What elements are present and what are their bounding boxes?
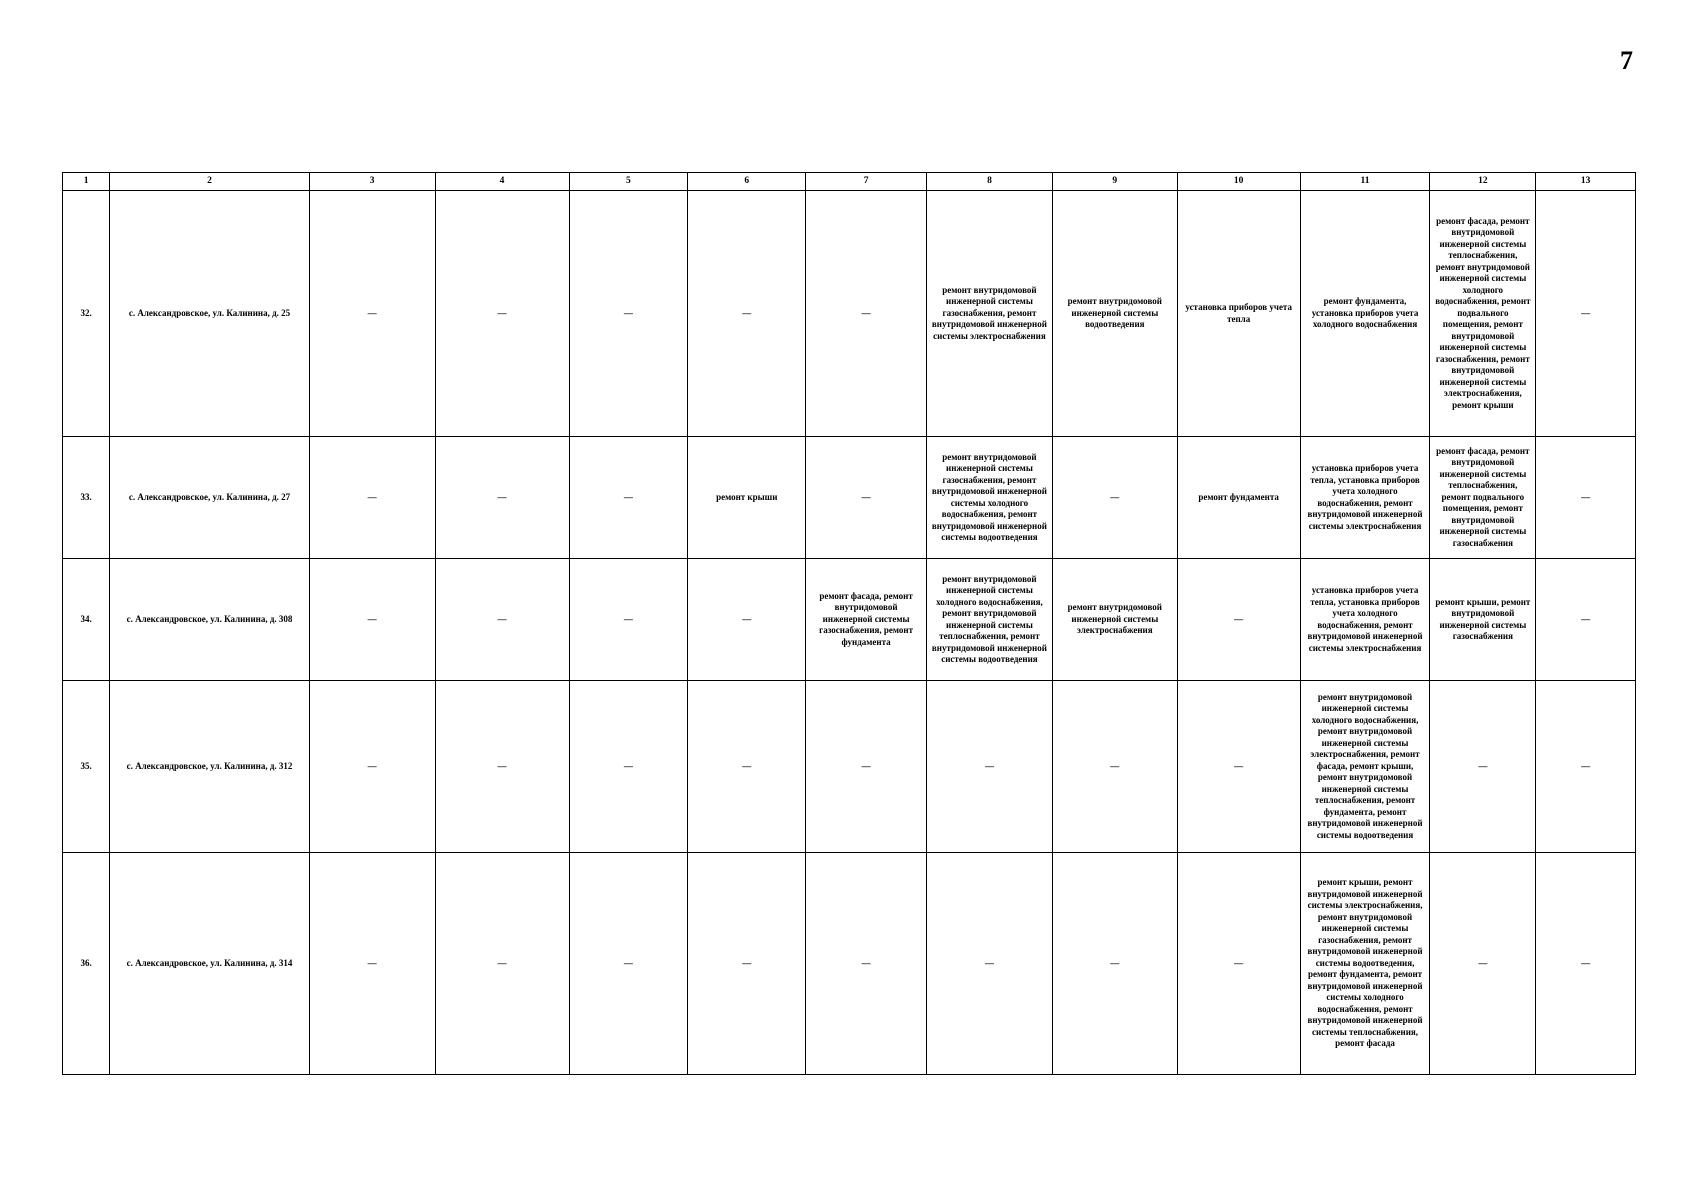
table-row xyxy=(63,191,1636,437)
address-cell: с. Александровское, ул. Калинина, д. 308 xyxy=(110,559,309,681)
table-row xyxy=(63,437,1636,559)
empty-dash-cell: — xyxy=(569,559,688,681)
empty-dash-cell: — xyxy=(1536,559,1636,681)
empty-dash-cell: — xyxy=(1536,437,1636,559)
empty-dash-cell: — xyxy=(806,853,927,1075)
empty-dash-cell: — xyxy=(1536,681,1636,853)
work-cell: ремонт крыши xyxy=(688,437,806,559)
work-cell: ремонт внутридомовой инженерной системы электроснабжения xyxy=(1052,559,1177,681)
work-cell: ремонт фундамента xyxy=(1177,437,1300,559)
column-header-8: 8 xyxy=(927,173,1053,191)
column-header-10: 10 xyxy=(1177,173,1300,191)
table-row xyxy=(63,559,1636,681)
empty-dash-cell: — xyxy=(1430,853,1536,1075)
work-cell: ремонт фасада, ремонт внутридомовой инженерной системы газоснабжения, ремонт фундамента xyxy=(806,559,927,681)
empty-dash-cell: — xyxy=(309,191,435,437)
empty-dash-cell: — xyxy=(927,853,1053,1075)
column-number-row xyxy=(63,173,1636,191)
work-cell: ремонт фундамента, установка приборов учета холодного водоснабжения xyxy=(1300,191,1430,437)
empty-dash-cell: — xyxy=(1177,853,1300,1075)
empty-dash-cell: — xyxy=(688,853,806,1075)
work-cell: установка приборов учета тепла, установка приборов учета холодного водоснабжения, ремонт внутридомовой инженерной системы электроснабжения xyxy=(1300,437,1430,559)
empty-dash-cell: — xyxy=(1052,437,1177,559)
table-row xyxy=(63,853,1636,1075)
column-header-2: 2 xyxy=(110,173,309,191)
work-cell: установка приборов учета тепла xyxy=(1177,191,1300,437)
empty-dash-cell: — xyxy=(309,681,435,853)
empty-dash-cell: — xyxy=(569,437,688,559)
empty-dash-cell: — xyxy=(435,191,569,437)
table-row xyxy=(63,681,1636,853)
page-number: 7 xyxy=(1620,46,1633,75)
work-cell: ремонт крыши, ремонт внутридомовой инженерной системы газоснабжения xyxy=(1430,559,1536,681)
address-cell: с. Александровское, ул. Калинина, д. 27 xyxy=(110,437,309,559)
empty-dash-cell: — xyxy=(1177,559,1300,681)
column-header-4: 4 xyxy=(435,173,569,191)
empty-dash-cell: — xyxy=(569,191,688,437)
empty-dash-cell: — xyxy=(435,853,569,1075)
empty-dash-cell: — xyxy=(927,681,1053,853)
empty-dash-cell: — xyxy=(435,559,569,681)
work-cell: ремонт внутридомовой инженерной системы газоснабжения, ремонт внутридомовой инженерной системы электроснабжения xyxy=(927,191,1053,437)
row-number-cell: 34. xyxy=(63,559,110,681)
empty-dash-cell: — xyxy=(435,681,569,853)
row-number-cell: 35. xyxy=(63,681,110,853)
work-cell: ремонт фасада, ремонт внутридомовой инженерной системы теплоснабжения, ремонт внутридомовой инженерной системы холодного водоснабжения, ремонт подвального помещения, ремонт внутридомовой инженерной системы газоснабжения, ремонт внутридомовой инженерной системы электроснабжения, ремонт крыши xyxy=(1430,191,1536,437)
work-cell: ремонт внутридомовой инженерной системы холодного водоснабжения, ремонт внутридомовой инженерной системы электроснабжения, ремонт фасада, ремонт крыши, ремонт внутридомовой инженерной системы теплоснабжения, ремонт фундамента, ремонт внутридомовой инженерной системы водоотведения xyxy=(1300,681,1430,853)
empty-dash-cell: — xyxy=(1536,191,1636,437)
address-cell: с. Александровское, ул. Калинина, д. 312 xyxy=(110,681,309,853)
column-header-3: 3 xyxy=(309,173,435,191)
empty-dash-cell: — xyxy=(435,437,569,559)
column-header-1: 1 xyxy=(63,173,110,191)
empty-dash-cell: — xyxy=(806,681,927,853)
empty-dash-cell: — xyxy=(569,853,688,1075)
empty-dash-cell: — xyxy=(1536,853,1636,1075)
column-header-9: 9 xyxy=(1052,173,1177,191)
column-header-7: 7 xyxy=(806,173,927,191)
row-number-cell: 32. xyxy=(63,191,110,437)
work-cell: ремонт внутридомовой инженерной системы газоснабжения, ремонт внутридомовой инженерной системы холодного водоснабжения, ремонт внутридомовой инженерной системы водоотведения xyxy=(927,437,1053,559)
empty-dash-cell: — xyxy=(1052,681,1177,853)
column-header-11: 11 xyxy=(1300,173,1430,191)
row-number-cell: 33. xyxy=(63,437,110,559)
column-header-6: 6 xyxy=(688,173,806,191)
repair-schedule-table xyxy=(62,172,1636,1075)
empty-dash-cell: — xyxy=(688,191,806,437)
work-cell: ремонт фасада, ремонт внутридомовой инженерной системы теплоснабжения, ремонт подвального помещения, ремонт внутридомовой инженерной системы газоснабжения xyxy=(1430,437,1536,559)
empty-dash-cell: — xyxy=(1177,681,1300,853)
empty-dash-cell: — xyxy=(688,681,806,853)
empty-dash-cell: — xyxy=(806,191,927,437)
column-header-5: 5 xyxy=(569,173,688,191)
work-cell: установка приборов учета тепла, установка приборов учета холодного водоснабжения, ремонт внутридомовой инженерной системы электроснабжения xyxy=(1300,559,1430,681)
column-header-12: 12 xyxy=(1430,173,1536,191)
empty-dash-cell: — xyxy=(806,437,927,559)
empty-dash-cell: — xyxy=(309,853,435,1075)
work-cell: ремонт крыши, ремонт внутридомовой инженерной системы электроснабжения, ремонт внутридомовой инженерной системы газоснабжения, ремонт внутридомовой инженерной системы водоотведения, ремонт фундамента, ремонт внутридомовой инженерной системы холодного водоснабжения, ремонт внутридомовой инженерной системы теплоснабжения, ремонт фасада xyxy=(1300,853,1430,1075)
empty-dash-cell: — xyxy=(1430,681,1536,853)
empty-dash-cell: — xyxy=(1052,853,1177,1075)
empty-dash-cell: — xyxy=(309,559,435,681)
address-cell: с. Александровское, ул. Калинина, д. 25 xyxy=(110,191,309,437)
work-cell: ремонт внутридомовой инженерной системы холодного водоснабжения, ремонт внутридомовой инженерной системы теплоснабжения, ремонт внутридомовой инженерной системы водоотведения xyxy=(927,559,1053,681)
empty-dash-cell: — xyxy=(569,681,688,853)
address-cell: с. Александровское, ул. Калинина, д. 314 xyxy=(110,853,309,1075)
empty-dash-cell: — xyxy=(688,559,806,681)
empty-dash-cell: — xyxy=(309,437,435,559)
column-header-13: 13 xyxy=(1536,173,1636,191)
work-cell: ремонт внутридомовой инженерной системы водоотведения xyxy=(1052,191,1177,437)
row-number-cell: 36. xyxy=(63,853,110,1075)
